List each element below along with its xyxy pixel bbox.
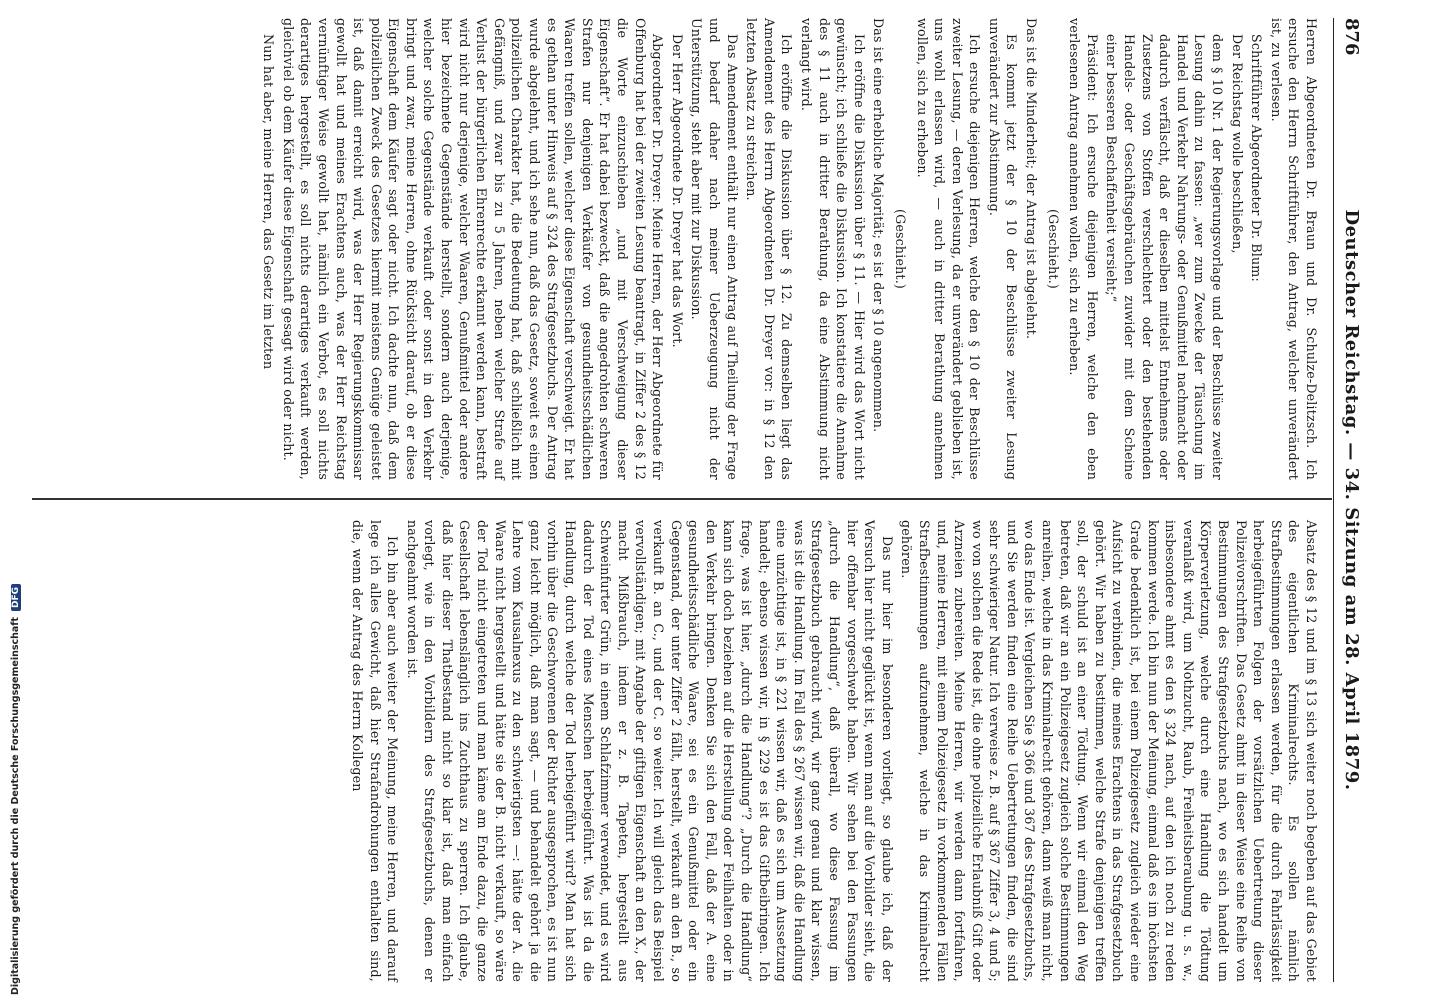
right-column (346, 520, 1320, 982)
page-header (1333, 18, 1372, 982)
paragraph: Das Amendement enthält nur einen Antrag auf Theilung der Frage und bedarf daher nach meiner Ueberzeugung nicht der Unterstützung, steht aber mit zur Diskussion. (689, 18, 740, 480)
paragraph: (Geschieht.) (1045, 208, 1061, 290)
paragraph: Präsident: Ich ersuche diejenigen Herren, welche den eben verlesenen Antrag annehmen wollen, sich zu erheben. (1067, 18, 1100, 480)
paragraph: Das ist eine erhebliche Majorität; es ist der § 10 angenommen. (871, 18, 887, 433)
paragraph: Der Herr Abgeordnete Dr. Dreyer hat das Wort. (669, 34, 685, 348)
paragraph: Absatz des § 12 und im § 13 sich weiter noch begeben auf das Gebiet des eigentlichen Kriminalrechts. Es sollen nämlich Strafbestimmungen erlassen werden, für die durch Fahrlässigkeit herbeigeführten Folgen der vorsätzlichen Uebertretung dieser Polizeivorschriften. Das Gesetz ahmt in dieser Weise eine Reihe von Bestimmungen des Strafgesetzbuchs nach, wo es sich handelt um Körperverletzung, welche durch eine Handlung die Tödtung veranlaßt wird, um Nothzucht, Raub, Freiheitsberaubung u. s. w., insbesondere ahmt es den § 324 nach, auf den ich noch zu reden kommen werde. Ich bin nun der Meinung, einmal daß es im höchsten Grade bedenklich ist, bei einem Polizeigesetz zugleich wieder eine Aufsicht zu verbinden, die meines Erachtens in das Strafgesetzbuch gehört. Wir haben zu bestimmen, welche Strafe denjenigen treffen soll, der schuld ist an einer Tödtung. Wenn wir einmal den Weg betreten, daß wir an ein Polizeigesetz zugleich solche Bestimmungen anreihen, welche in das Kriminalrecht gehören, dann weiß man nicht, wo das Ende ist. Vergleichen Sie § 366 und 367 des Strafgesetzbuchs, und Sie werden finden eine Reihe Uebertretungen finden, die sind sehr schwieriger Natur. Ich verweise z. B. auf § 367 Ziffer 3, 4 und 5; wo von solchen die Rede ist, die ohne polizeiliche Erlaubniß Gift oder Arzneien zubereiten. Meine Herren, wir werden dann fortfahren, und, meine Herren, mit einem Polizeigesetz in vorkommenden Fällen Strafbestimmungen aufzunehmen, welche in das Kriminalrecht gehören. (899, 520, 1319, 982)
digitization-note (10, 584, 21, 995)
column-divider (32, 498, 1332, 500)
paragraph: Ich bin aber auch weiter der Meinung, meine Herren, und darauf lege ich alles Gewicht, daß hier Strafandrohungen enthalten sind, die, wenn der Antrag des Herrn Kollegen (349, 520, 401, 982)
paragraph: Nun hat aber, meine Herren, das Gesetz im letzten (261, 34, 277, 370)
paragraph: Das ist die Minderheit; der Antrag ist abgelehnt. (1024, 18, 1040, 340)
digitization-text: Digitalisierung gefördert durch die Deutsche Forschungsgemeinschaft (10, 617, 21, 995)
paragraph: Das nur hier im besonderen vorliegt, so glaube ich, daß der Versuch hier nicht geglückt ist, wenn man auf die Vorbilder sieht, die hier offenbar vorgeschwebt haben. Wir sehen bei den Fassungen „durch die Handlung“, daß überall, wo diese Fassung im Strafgesetzbuch gebraucht wird, wir ganz genau und klar wissen, was ist die Handlung. Im Fall des § 267 wissen wir, daß die Handlung eine unzüchtige ist, in § 221 wissen wir, daß es sich um Aussetzung handelt; ebenso wissen wir, in § 229 es ist das Giftbeibringen. Ich frage, was ist hier, „durch die Handlung“? „Durch die Handlung“ kann sich doch beziehen auf die Herstellung oder Feilhalten oder in den Verkehr bringen. Denken Sie sich den Fall, daß der A. eine gesundheitsschädliche Waare, sei es ein Genußmittel oder ein Gegenstand, der unter Ziffer 2 fällt, herstellt, verkauft an den B., so verkauft B. an C., und der C. so weiter. Ich will gleich das Beispiel vervollständigen; mit Angabe der giftigen Eigenschaft an den X., der macht Mißbrauch, indem er z. B. Tapeten, hergestellt aus Schweinfurter Grün, in einem Schlafzimmer verwendet, und es wird dadurch der Tod eines Menschen herbeigeführt. Was ist da die Handlung, durch welche der Tod herbeigeführt wird? Man hat sich vorhin über die Geschworenen der Richter ausgesprochen, es ist nun ganz leicht möglich, daß man sagt, — und behandelt gehört ja die Lehre vom Kausalnexus zu den schwierigsten —: hätte der A. die Waare nicht hergestellt und hätte sie der B. nicht verkauft, so wäre der Tod nicht eingetreten und man käme am Ende dazu, die ganze Gesellschaft lebenslänglich ins Zuchthaus zu sperren. Ich glaube, daß hier dieser Thatbestand nicht so klar ist, daß man einfach vorlegt, wie in den Vorbildern des Strafgesetzbuchs, denen er nachgeahmt worden ist. (404, 520, 895, 982)
paragraph: Ich eröffne die Diskussion über § 12. Zu demselben liegt das Amendement des Herrn Abgeordneten Dr. Dreyer vor: in § 12 den letzten Absatz zu streichen. (744, 18, 795, 480)
paragraph: (Geschieht.) (892, 208, 908, 290)
digitization-footer (0, 0, 30, 1000)
paragraph: Schriftführer Abgeordneter Dr. Blum: (1249, 34, 1265, 282)
paragraph: Herren Abgeordneten Dr. Braun und Dr. Schulze-Delitzsch. Ich ersuche den Herrn Schriftführer, den Antrag, welcher unverändert ist, zu verlesen. (1268, 18, 1319, 480)
left-column (258, 18, 1320, 480)
paragraph: Es kommt jetzt der § 10 der Beschlüsse zweiter Lesung unverändert zur Abstimmung. (986, 18, 1020, 480)
document-page (32, 18, 1372, 982)
paragraph: Ich ersuche diejenigen Herren, welche den § 10 der Beschlüsse zweiter Lesung, — deren Verlesung, da er unverändert geblieben ist, uns wohl erlassen wird, — auch in dritter Berathung annehmen wollen, sich zu erheben. (914, 18, 983, 480)
paragraph: Abgeordneter Dr. Dreyer: Meine Herren, der Herr Abgeordnete für Offenburg hat bei der zweiten Lesung beantragt, in Ziffer 2 des § 12 die Worte einzuschieben „und mit Verschweigung dieser Eigenschaft“. Er hat dabei bezweckt, daß die angedrohten schweren Strafen nur denjenigen Verkäufer von gesundheitsschädlichen Waaren treffen sollen, welcher diese Eigenschaft verschweigt. Er hat es gethan unter Hinweis auf § 324 des Strafgesetzbuchs. Der Antrag wurde abgelehnt, und ich sehe nun, daß das Gesetz, soweit es einen polizeilichen Charakter hat, die Bedeutung hat, daß schließlich mit Gefängniß, und zwar bis zu 5 Jahren, neben welcher Strafe auf Verlust der bürgerlichen Ehrenrechte erkannt werden kann, bestraft wird nicht nur derjenige, welcher Waaren, Genußmittel oder andere hier bezeichnete Gegenstände herstellt, sondern auch derjenige, welcher solche Gegenstände verkauft oder sonst in den Verkehr bringt und zwar, meine Herren, ohne Rücksicht darauf, ob er diese Eigenschaft dem Käufer sagt oder nicht. Ich dachte nun, daß dem polizeilichen Zweck des Gesetzes hiermit meistens Genüge geleistet ist, daß damit erreicht wird, was der Herr Regierungskommissar gewollt hat und meines Erachtens auch, was der Herr Reichstag vernünftiger Weise gewollt hat, nämlich ein Verbot, es soll nichts derartiges hergestellt, es soll nichts derartiges verkauft werden, gleichviel ob dem Käufer diese Eigenschaft gesagt wird oder nicht. (280, 18, 666, 480)
page-number: 876 (1341, 18, 1362, 56)
paragraph: dem § 10 Nr. 1 der Regierungsvorlage und der Beschlüsse zweiter Lesung dahin zu fassen: „wer zum Zwecke der Täuschung im Handel und Verkehr Nahrungs- oder Genußmittel nachmacht oder dadurch verfälscht, daß er dieselben mittelst Entnehmens oder Zusetzens von Stoffen verschlechtert oder den bestehenden Handels- oder Geschäftsgebräuchen zuwider mit dem Scheine einer besseren Beschaffenheit versieht;“ (1104, 34, 1226, 480)
page-title: Deutscher Reichstag. — 34. Sitzung am 28. April 1879. (1341, 209, 1362, 791)
paragraph: Ich eröffne die Diskussion über § 11. — Hier wird das Wort nicht gewünscht; ich schließe die Diskussion. Ich konstatiere die Annahme des § 11 auch in dritter Berathung, da eine Abstimmung nicht verlangt wird. (798, 18, 867, 480)
paragraph: Der Reichstag wolle beschließen, (1229, 34, 1245, 254)
dfg-logo: DFG (11, 584, 21, 611)
